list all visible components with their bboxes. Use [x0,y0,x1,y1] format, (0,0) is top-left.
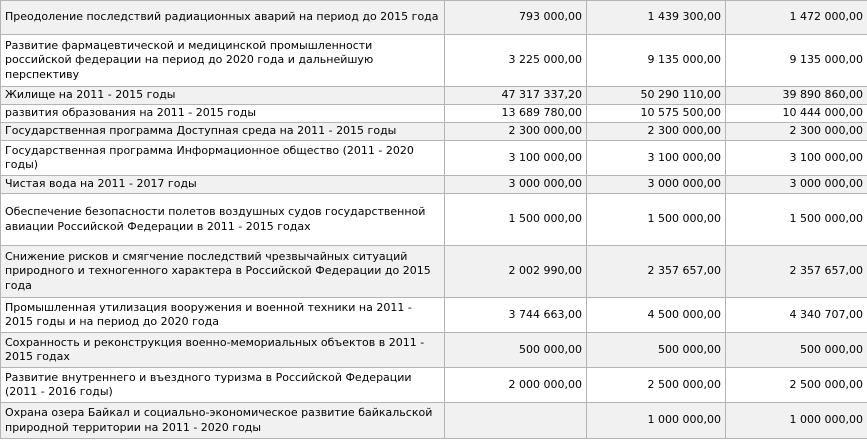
amount-cell-1: 2 300 000,00 [445,123,587,141]
amount-cell-2: 500 000,00 [587,333,726,368]
amount-cell-2: 4 500 000,00 [587,298,726,333]
table-row [1,298,867,333]
program-name-cell: развития образования на 2011 - 2015 годы [1,105,445,123]
amount-cell-1: 793 000,00 [445,1,587,35]
program-name-cell: Развитие фармацевтической и медицинской промышленности российской федерации на период до 2020 года и дальнейшую перспективу [1,35,445,87]
amount-cell-1: 500 000,00 [445,333,587,368]
amount-cell-3: 500 000,00 [726,333,867,368]
amount-cell-3: 1 472 000,00 [726,1,867,35]
amount-cell-1: 3 744 663,00 [445,298,587,333]
amount-cell-3: 1 000 000,00 [726,403,867,439]
amount-cell-1: 3 225 000,00 [445,35,587,87]
table-row [1,141,867,176]
amount-cell-1: 47 317 337,20 [445,87,587,105]
amount-cell-2: 2 357 657,00 [587,246,726,298]
table-row [1,87,867,105]
program-name-cell: Жилище на 2011 - 2015 годы [1,87,445,105]
table-row [1,368,867,403]
program-name-cell: Снижение рисков и смягчение последствий чрезвычайных ситуаций природного и техногенного характера в Российской Федерации до 2015 года [1,246,445,298]
program-name-cell: Чистая вода на 2011 - 2017 годы [1,176,445,194]
amount-cell-1: 2 002 990,00 [445,246,587,298]
amount-cell-2: 50 290 110,00 [587,87,726,105]
amount-cell-2: 3 000 000,00 [587,176,726,194]
program-name-cell: Государственная программа Информационное общество (2011 - 2020 годы) [1,141,445,176]
amount-cell-1: 13 689 780,00 [445,105,587,123]
amount-cell-3: 4 340 707,00 [726,298,867,333]
amount-cell-2: 1 000 000,00 [587,403,726,439]
amount-cell-1: 3 100 000,00 [445,141,587,176]
amount-cell-2: 9 135 000,00 [587,35,726,87]
amount-cell-3: 2 500 000,00 [726,368,867,403]
amount-cell-2: 1 439 300,00 [587,1,726,35]
amount-cell-3: 2 357 657,00 [726,246,867,298]
table-row [1,1,867,35]
table-row [1,194,867,246]
amount-cell-3: 3 100 000,00 [726,141,867,176]
amount-cell-2: 2 300 000,00 [587,123,726,141]
program-name-cell: Сохранность и реконструкция военно-мемориальных объектов в 2011 - 2015 годах [1,333,445,368]
amount-cell-3: 9 135 000,00 [726,35,867,87]
table-row [1,403,867,439]
amount-cell-3: 3 000 000,00 [726,176,867,194]
amount-cell-2: 3 100 000,00 [587,141,726,176]
amount-cell-2: 10 575 500,00 [587,105,726,123]
amount-cell-3: 1 500 000,00 [726,194,867,246]
amount-cell-3: 39 890 860,00 [726,87,867,105]
table-row [1,176,867,194]
table-row [1,333,867,368]
program-name-cell: Государственная программа Доступная среда на 2011 - 2015 годы [1,123,445,141]
program-name-cell: Преодоление последствий радиационных аварий на период до 2015 года [1,1,445,35]
amount-cell-1: 1 500 000,00 [445,194,587,246]
amount-cell-2: 1 500 000,00 [587,194,726,246]
amount-cell-3: 10 444 000,00 [726,105,867,123]
amount-cell-1 [445,403,587,439]
table-row [1,246,867,298]
amount-cell-1: 3 000 000,00 [445,176,587,194]
program-name-cell: Развитие внутреннего и въездного туризма в Российской Федерации (2011 - 2016 годы) [1,368,445,403]
program-name-cell: Охрана озера Байкал и социально-экономическое развитие байкальской природной территории на 2011 - 2020 годы [1,403,445,439]
table-row [1,123,867,141]
amount-cell-2: 2 500 000,00 [587,368,726,403]
table-row [1,35,867,87]
program-name-cell: Промышленная утилизация вооружения и военной техники на 2011 - 2015 годы и на период до 2020 года [1,298,445,333]
program-name-cell: Обеспечение безопасности полетов воздушных судов государственной авиации Российской Федерации в 2011 - 2015 годах [1,194,445,246]
amount-cell-1: 2 000 000,00 [445,368,587,403]
table-row [1,105,867,123]
amount-cell-3: 2 300 000,00 [726,123,867,141]
